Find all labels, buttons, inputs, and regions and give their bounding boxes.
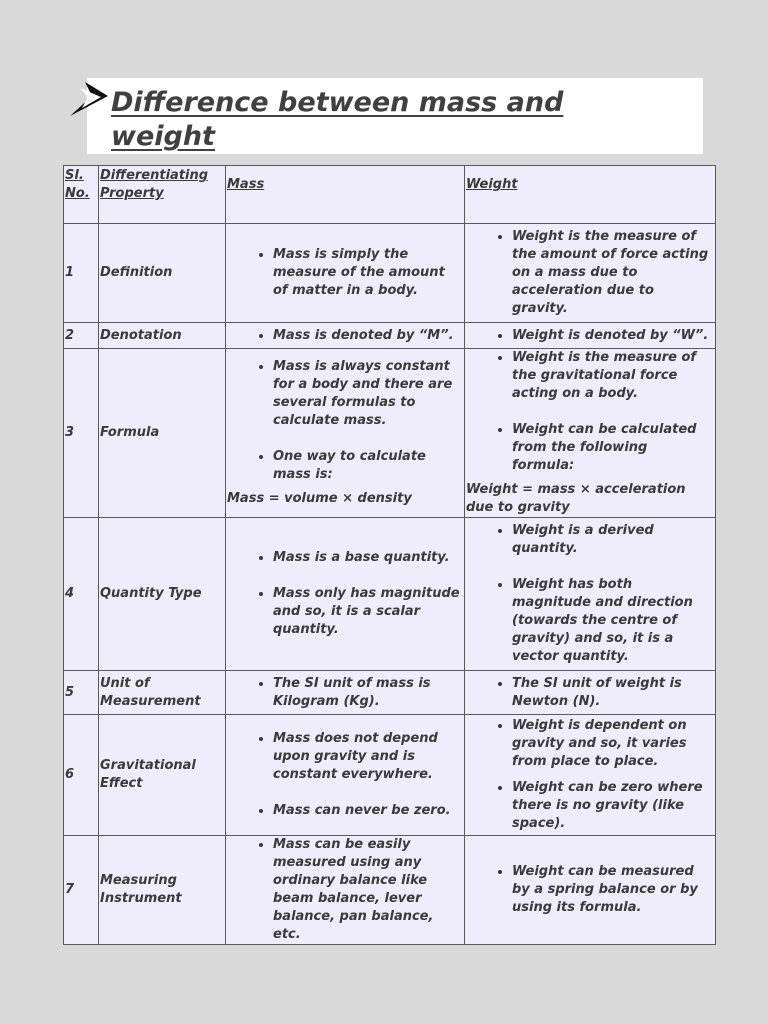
- weight-point: • Weight can be zero where there is no gravity (like space).: [512, 779, 714, 833]
- mass-point: • Mass can be easily measured using any ordinary balance like beam balance, lever balance, pan balance, etc.: [273, 836, 463, 944]
- header-property: Differentiating Property: [99, 166, 226, 224]
- mass-point: • One way to calculate mass is:: [273, 448, 463, 484]
- weight-cell: [465, 349, 716, 518]
- table-row: [64, 715, 716, 836]
- weight-cell: [465, 671, 716, 715]
- mass-cell: [226, 518, 465, 671]
- weight-point: • Weight can be measured by a spring balance or by using its formula.: [512, 863, 714, 917]
- mass-point: • Mass is denoted by “M”.: [273, 327, 463, 345]
- weight-list: [466, 522, 714, 666]
- mass-list: [227, 358, 463, 484]
- row-property: Unit of Measurement: [99, 671, 226, 715]
- weight-point: • Weight can be calculated from the following formula:: [512, 421, 714, 475]
- weight-formula: Weight = mass × acceleration due to gravity: [466, 482, 686, 515]
- weight-point: • The SI unit of weight is Newton (N).: [512, 675, 714, 711]
- weight-list: [466, 327, 714, 345]
- mass-point: • Mass is a base quantity.: [273, 549, 463, 567]
- weight-cell: [465, 715, 716, 836]
- row-property: Formula: [99, 349, 226, 518]
- weight-point: • Weight is a derived quantity.: [512, 522, 714, 558]
- row-number: 2: [64, 323, 99, 349]
- row-property: Denotation: [99, 323, 226, 349]
- weight-cell: [465, 323, 716, 349]
- weight-point: • Weight has both magnitude and direction (towards the centre of gravity) and so, it is a vector quantity.: [512, 576, 714, 666]
- weight-list: [466, 349, 714, 475]
- arrow-bullet-icon: [68, 80, 110, 120]
- table-row: [64, 518, 716, 671]
- mass-point: • Mass only has magnitude and so, it is a scalar quantity.: [273, 585, 463, 639]
- mass-cell: [226, 671, 465, 715]
- weight-cell: [465, 518, 716, 671]
- mass-cell: [226, 836, 465, 945]
- table-row: [64, 323, 716, 349]
- table-row: [64, 671, 716, 715]
- weight-cell: [465, 224, 716, 323]
- mass-point: • The SI unit of mass is Kilogram (Kg).: [273, 675, 463, 711]
- mass-list: [227, 730, 463, 820]
- mass-list: [227, 549, 463, 639]
- table-header-row: [64, 166, 716, 224]
- row-number: 3: [64, 349, 99, 518]
- mass-list: [227, 675, 463, 711]
- row-number: 4: [64, 518, 99, 671]
- mass-point: • Mass does not depend upon gravity and is constant everywhere.: [273, 730, 463, 784]
- weight-list: [466, 863, 714, 917]
- header-mass: Mass: [226, 166, 465, 224]
- weight-point: • Weight is the measure of the gravitational force acting on a body.: [512, 349, 714, 403]
- row-number: 6: [64, 715, 99, 836]
- table-row: [64, 836, 716, 945]
- row-number: 1: [64, 224, 99, 323]
- weight-list: [466, 228, 714, 318]
- mass-list: [227, 327, 463, 345]
- mass-cell: [226, 715, 465, 836]
- mass-formula: Mass = volume × density: [227, 491, 412, 506]
- row-property: Measuring Instrument: [99, 836, 226, 945]
- mass-point: • Mass is always constant for a body and there are several formulas to calculate mass.: [273, 358, 463, 430]
- weight-point: • Weight is denoted by “W”.: [512, 327, 714, 345]
- row-property: Gravitational Effect: [99, 715, 226, 836]
- mass-cell: [226, 323, 465, 349]
- mass-list: [227, 836, 463, 944]
- row-property: Definition: [99, 224, 226, 323]
- weight-point: • Weight is the measure of the amount of force acting on a mass due to acceleration due to gravity.: [512, 228, 714, 318]
- row-number: 7: [64, 836, 99, 945]
- row-number: 5: [64, 671, 99, 715]
- weight-list: [466, 675, 714, 711]
- weight-list: [466, 717, 714, 833]
- mass-cell: [226, 349, 465, 518]
- page-title: Difference between mass and weight: [111, 87, 564, 152]
- header-sl-no: Sl. No.: [64, 166, 99, 224]
- mass-cell: [226, 224, 465, 323]
- header-weight: Weight: [465, 166, 716, 224]
- row-property: Quantity Type: [99, 518, 226, 671]
- comparison-table: [63, 165, 716, 945]
- weight-cell: [465, 836, 716, 945]
- weight-point: • Weight is dependent on gravity and so, it varies from place to place.: [512, 717, 714, 771]
- mass-point: • Mass is simply the measure of the amount of matter in a body.: [273, 246, 463, 300]
- mass-list: [227, 246, 463, 300]
- mass-point: • Mass can never be zero.: [273, 802, 463, 820]
- table-row: [64, 349, 716, 518]
- table-row: [64, 224, 716, 323]
